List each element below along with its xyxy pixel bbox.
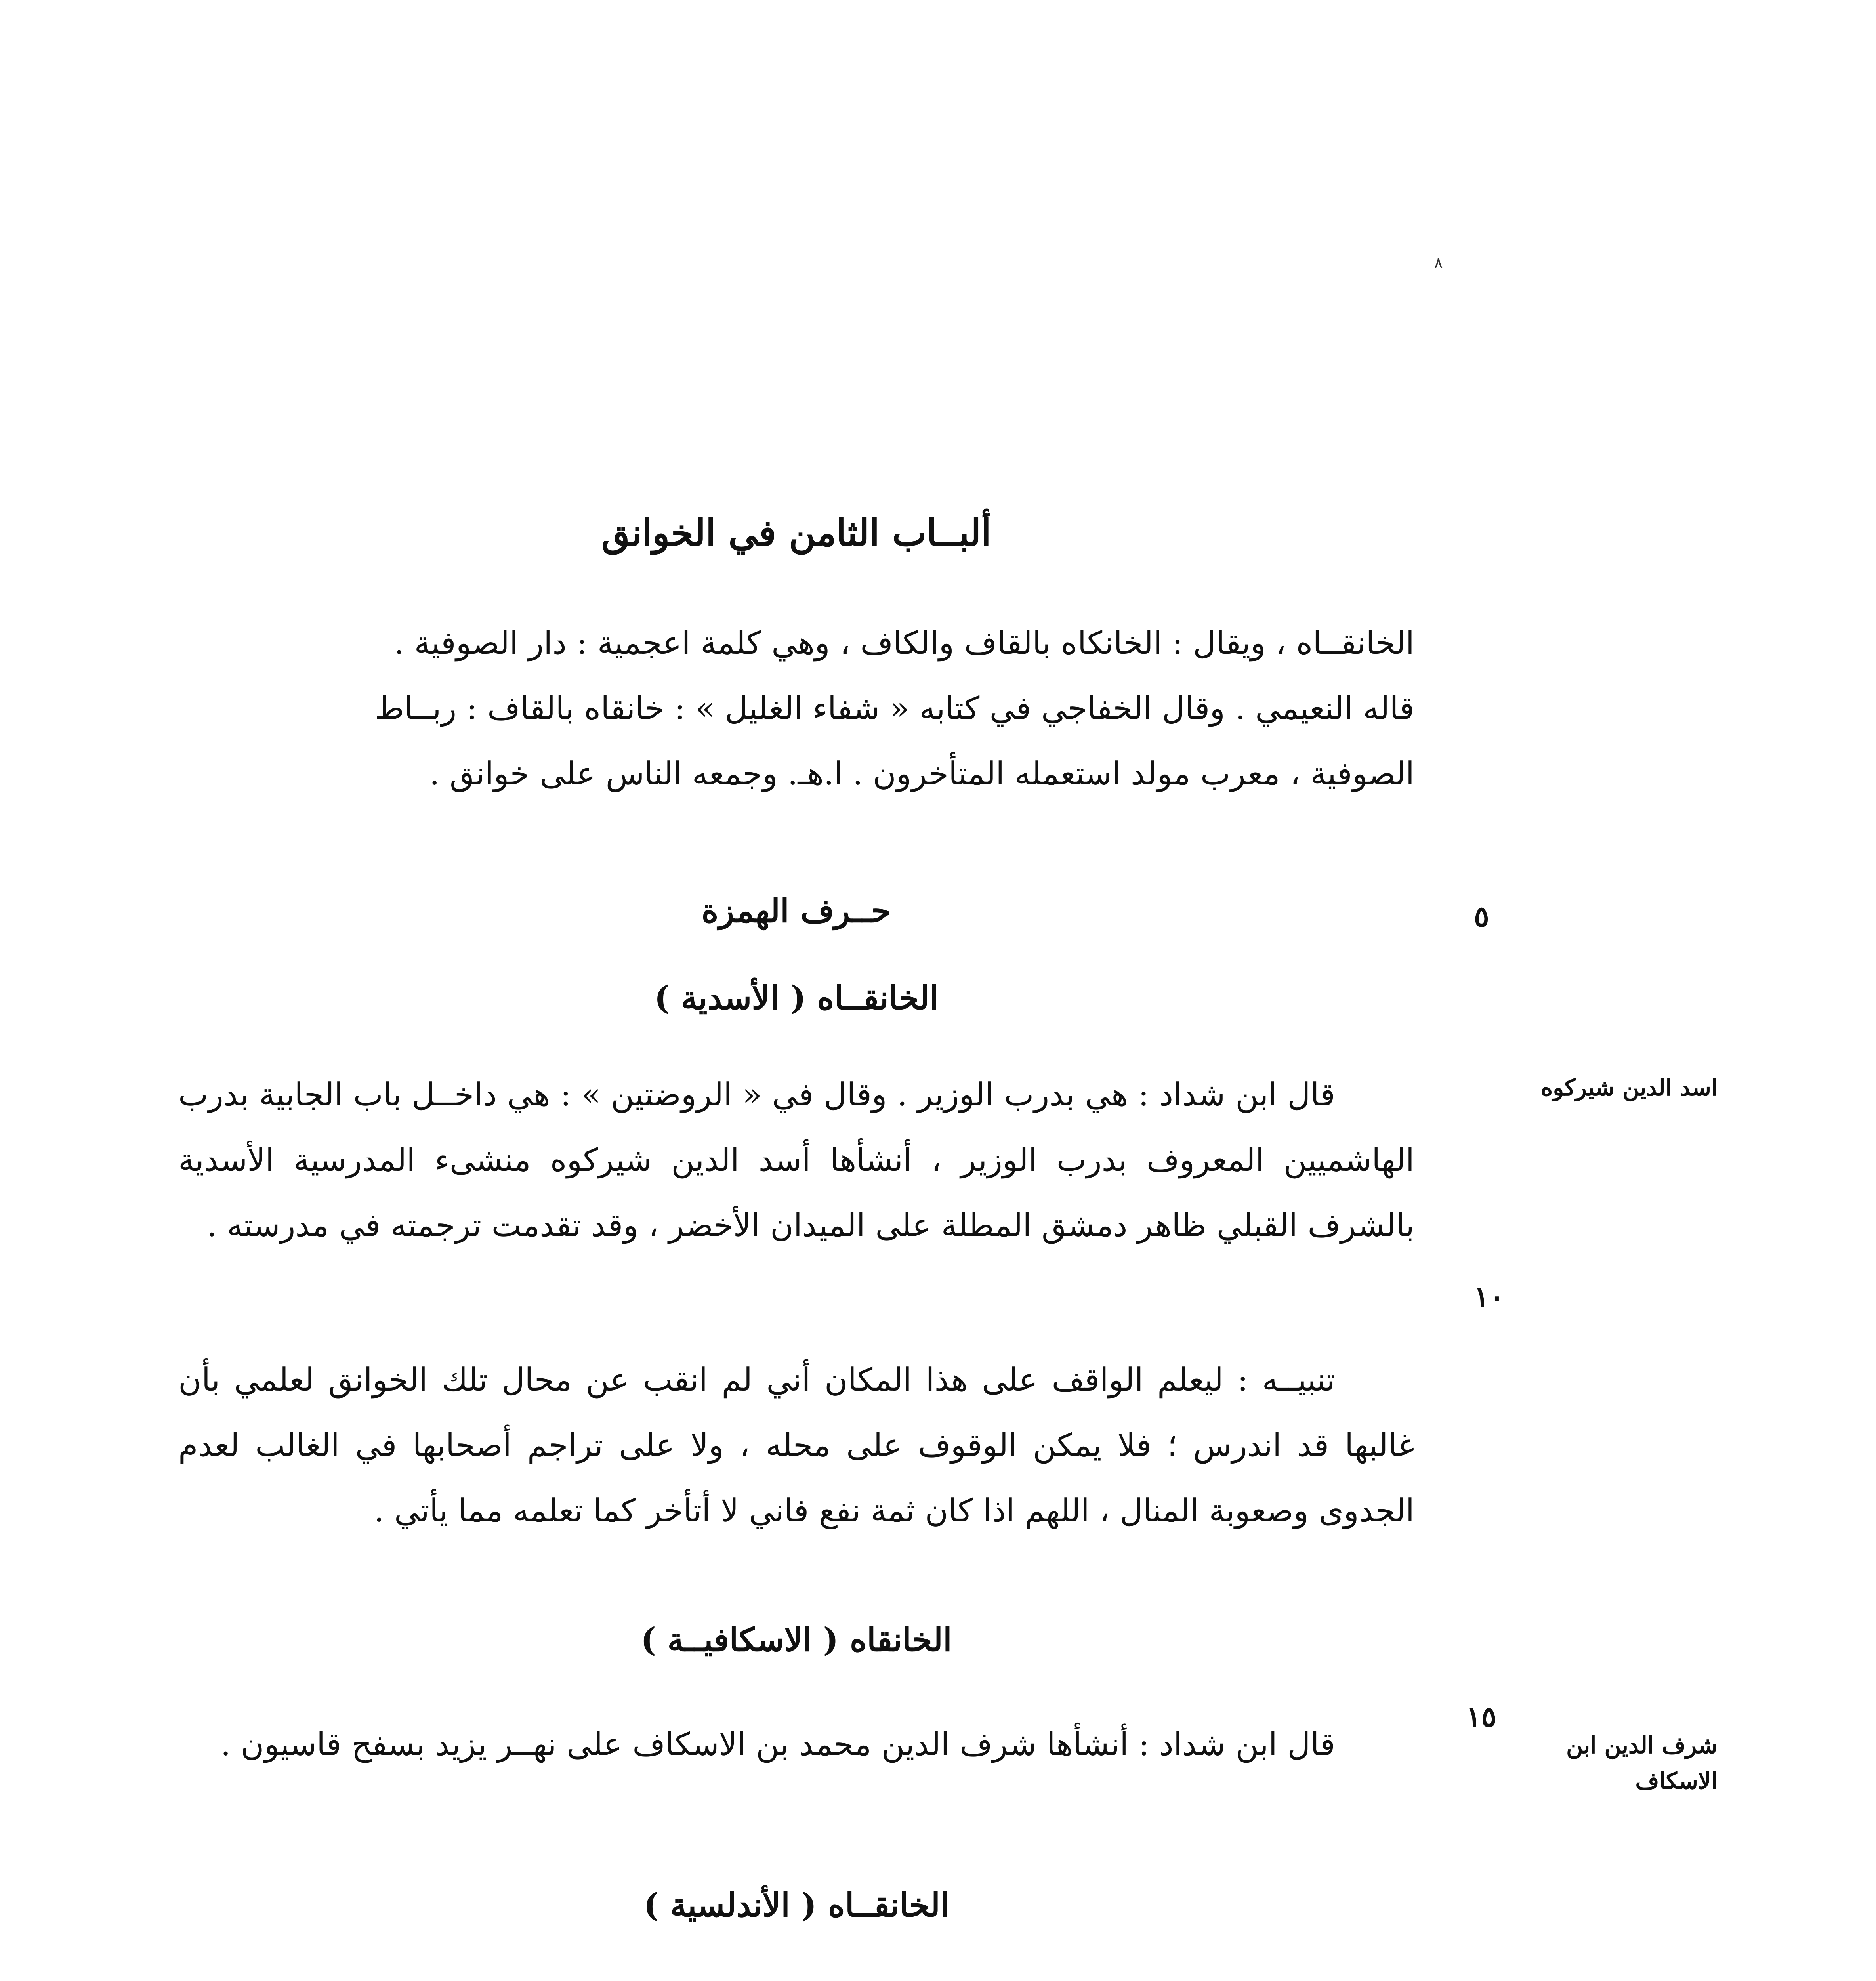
entry-body-andalusiyya xyxy=(178,1973,1414,1981)
intro-line-2: قاله النعيمي . وقال الخفاجي في كتابه « شفاء الغليل » : خانقاه بالقاف : ربــاط xyxy=(375,690,1414,727)
note-text: تنبيــه : ليعلم الواقف على هذا المكان أني لم انقب عن محال تلك الخوانق لعلمي بأن غالبها قد اندرس ؛ فلا يمكن الوقوف على محله ، ولا على تراجم أصحابها في الغالب لعدم الجدوى وصعوبة المنال ، اللهم اذا كان ثمة نفع فاني لا أتأخر كما تعلمه مما يأتي . xyxy=(178,1361,1414,1529)
line-number-5: ٥ xyxy=(1474,899,1489,933)
margin-note-sharaf-al-din: شرف الدين ابن الاسكاف xyxy=(1566,1732,1718,1794)
chapter-title: ألبــاب الثامن في الخوانق xyxy=(601,511,991,554)
entry-title-iskafiyya: الخانقاه ( الاسكافيــة ) xyxy=(641,1621,952,1659)
note-paragraph xyxy=(178,1347,1414,1543)
corner-mark: ٨ xyxy=(1434,254,1443,272)
entry-text-iskafiyya: قال ابن شداد : أنشأها شرف الدين محمد بن الاسكاف على نهــر يزيد بسفح قاسيون . xyxy=(220,1726,1335,1763)
entry-body-asadiyya xyxy=(178,1062,1414,1258)
entry-text-asadiyya: قال ابن شداد : هي بدرب الوزير . وقال في « الروضتين » : هي داخــل باب الجابية بدرب الهاشميين المعروف بدرب الوزير ، أنشأها أسد الدين شيركوه منشىء المدرسية الأسدية بالشرف القبلي ظاهر دمشق المطلة على الميدان الأخضر ، وقد تقدمت ترجمته في مدرسته . xyxy=(178,1076,1414,1244)
intro-line-3: الصوفية ، معرب مولد استعمله المتأخرون . ا.هـ. وجمعه الناس على خوانق . xyxy=(429,755,1414,792)
entry-body-iskafiyya xyxy=(178,1712,1414,1777)
intro-line-1: الخانقــاه ، ويقال : الخانكاه بالقاف والكاف ، وهي كلمة اعجمية : دار الصوفية . xyxy=(394,624,1414,661)
intro-paragraph xyxy=(178,610,1414,806)
entry-text-andalusiyya xyxy=(178,1973,1414,1981)
entry-title-asadiyya: الخانقــاه ( الأسدية ) xyxy=(654,979,939,1017)
margin-note-asad-al-din: اسد الدين شيركوه xyxy=(1540,1074,1718,1101)
line-number-15: ١٥ xyxy=(1466,1700,1497,1733)
section-heading: حــرف الهمزة xyxy=(701,892,891,930)
line-number-10: ١٠ xyxy=(1474,1280,1505,1313)
entry-title-andalusiyya: الخانقــاه ( الأندلسية ) xyxy=(643,1886,949,1924)
